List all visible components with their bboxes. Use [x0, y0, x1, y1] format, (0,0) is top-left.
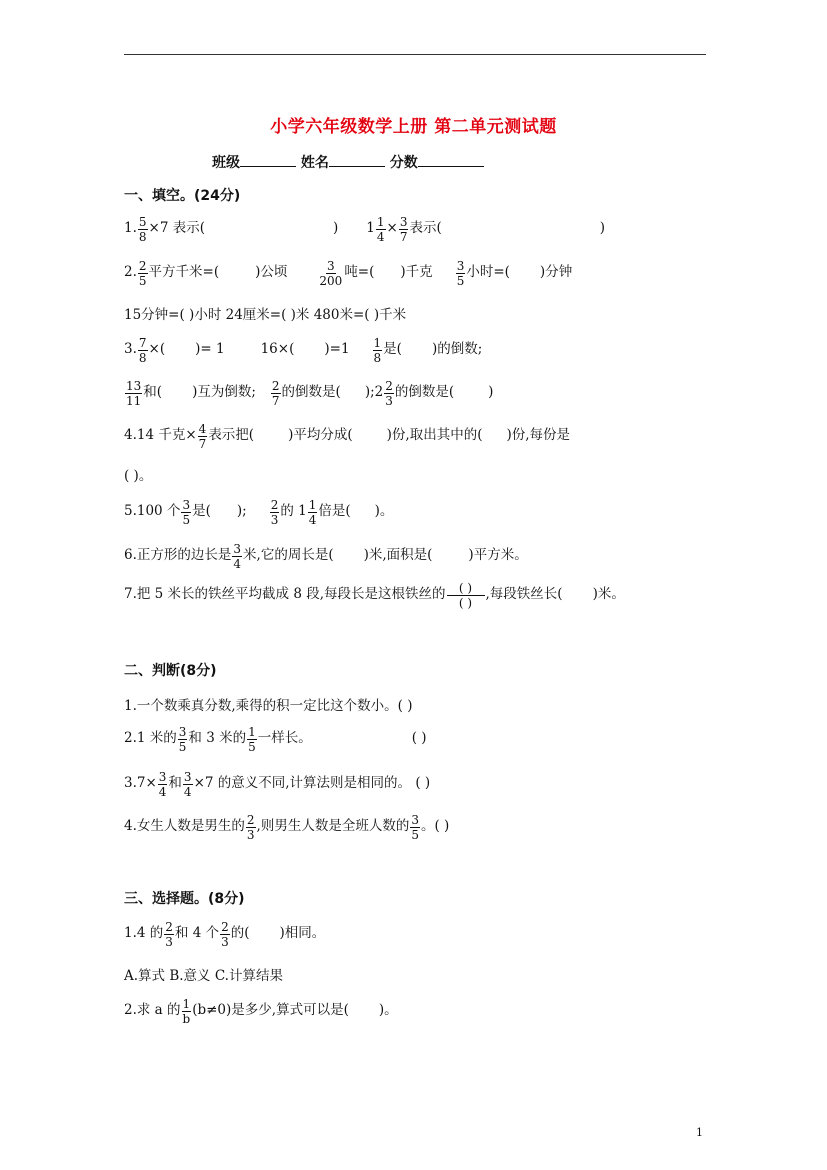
name-blank[interactable] [329, 153, 385, 167]
q2-line-2: 2.1 米的 $\frac{3}{5}$ 和 3 米的 $\frac{1}{5}$ 一样长。 ( ) [124, 725, 427, 754]
fraction: $\frac{1}{8}$ [373, 336, 382, 365]
q1-line-5: $\frac{13}{11}$ 和( )互为倒数; $\frac{2}{7}$ 的倒数是( );2 $\frac{2}{3}$ 的倒数是( ) [126, 379, 494, 408]
fraction: $\frac{1}{5}$ [248, 725, 256, 754]
q1-line-2: 2. $\frac{2}{5}$ 平方千米=( )公顷 $\frac{3}{200}$ 吨=( )千克 $\frac{3}{5}$ 小时=( )分钟 [124, 259, 573, 288]
q1-line-10: 7.把 5 米长的铁丝平均截成 8 段,每段长是这根铁丝的 $\frac{( )}{( )}$ ,每段铁丝长( )米。 [124, 581, 625, 610]
fraction: $\frac{5}{8}$ [138, 215, 147, 244]
header-rule [124, 54, 706, 55]
q1-line-7: ( )。 [124, 468, 153, 484]
fraction: $\frac{2}{3}$ [270, 498, 279, 527]
fraction: $\frac{13}{11}$ [126, 379, 142, 408]
q2-line-3: 3.7× $\frac{3}{4}$ 和 $\frac{3}{4}$ ×7 的意义不同,计算法则是相同的。 ( ) [124, 770, 431, 799]
score-label: 分数 [389, 155, 418, 171]
class-label: 班级 [212, 155, 240, 171]
fraction: $\frac{3}{5}$ [178, 725, 187, 754]
fraction: $\frac{2}{3}$ [221, 920, 229, 949]
fraction: $\frac{7}{8}$ [138, 336, 147, 365]
fraction: $\frac{2}{3}$ [165, 920, 173, 949]
q3-line-2: 2.求 a 的 $\frac{1}{b}$ (b≠0)是多少,算式可以是( )。 [124, 997, 398, 1026]
fraction: $\frac{3}{4}$ [158, 770, 167, 799]
section-fill-blank: 一、填空。(24分) [124, 188, 241, 204]
q2-line-4: 4.女生人数是男生的 $\frac{2}{3}$ ,则男生人数是全班人数的 $\frac{3}{5}$ 。( ) [124, 813, 450, 842]
q1-line-3: 15分钟=( )小时 24厘米=( )米 480米=( )千米 [124, 307, 407, 323]
section-judgement: 二、判断(8分) [124, 663, 217, 679]
fraction: $\frac{3}{5}$ [182, 498, 191, 527]
score-blank[interactable] [418, 153, 484, 167]
q3-options: A.算式 B.意义 C.计算结果 [124, 968, 283, 984]
fraction: $\frac{2}{3}$ [385, 379, 393, 408]
class-blank[interactable] [240, 153, 296, 167]
fraction: $\frac{3}{200}$ [319, 259, 343, 288]
q1-line-6: 4.14 千克× $\frac{4}{7}$ 表示把( )平均分成( )份,取出其中的( )份,每份是 [124, 422, 571, 451]
fraction: $\frac{3}{5}$ [456, 259, 465, 288]
page-number: 1 [696, 1126, 703, 1139]
info-line [212, 152, 484, 172]
q3-line-1: 1.4 的 $\frac{2}{3}$ 和 4 个 $\frac{2}{3}$ 的( )相同。 [124, 920, 326, 949]
fraction: $\frac{1}{4}$ [308, 498, 317, 527]
q1-line-8: 5.100 个 $\frac{3}{5}$ 是( ); $\frac{2}{3}$ 的 1 $\frac{1}{4}$ 倍是( )。 [124, 498, 394, 527]
q1-line-9: 6.正方形的边长是 $\frac{3}{4}$ 米,它的周长是( )米,面积是( )平方米。 [124, 542, 528, 571]
fraction: $\frac{2}{7}$ [271, 379, 280, 408]
fraction: $\frac{3}{5}$ [411, 813, 419, 842]
fraction: $\frac{1}{b}$ [182, 997, 191, 1026]
fraction: $\frac{2}{5}$ [138, 259, 147, 288]
page-title: 小学六年级数学上册 第二单元测试题 [270, 117, 557, 137]
section-choice: 三、选择题。(8分) [124, 891, 245, 907]
fraction: $\frac{( )}{( )}$ [447, 581, 485, 610]
q2-line-1: 1.一个数乘真分数,乘得的积一定比这个数小。( ) [124, 698, 413, 714]
q1-line-4: 3. $\frac{7}{8}$ ×( )= 1 16×( )=1 $\frac{1}{8}$ 是( )的倒数; [124, 336, 483, 365]
fraction: $\frac{1}{4}$ [376, 215, 385, 244]
name-label: 姓名 [300, 155, 329, 171]
fraction: $\frac{3}{4}$ [183, 770, 192, 799]
fraction: $\frac{3}{7}$ [399, 215, 408, 244]
fraction: $\frac{2}{3}$ [246, 813, 255, 842]
fraction: $\frac{3}{4}$ [233, 542, 242, 571]
q1-line-1: 1. $\frac{5}{8}$ ×7 表示( ) 1 $\frac{1}{4}$ × $\frac{3}{7}$ 表示( ) [124, 215, 606, 244]
fraction: $\frac{4}{7}$ [198, 422, 207, 451]
